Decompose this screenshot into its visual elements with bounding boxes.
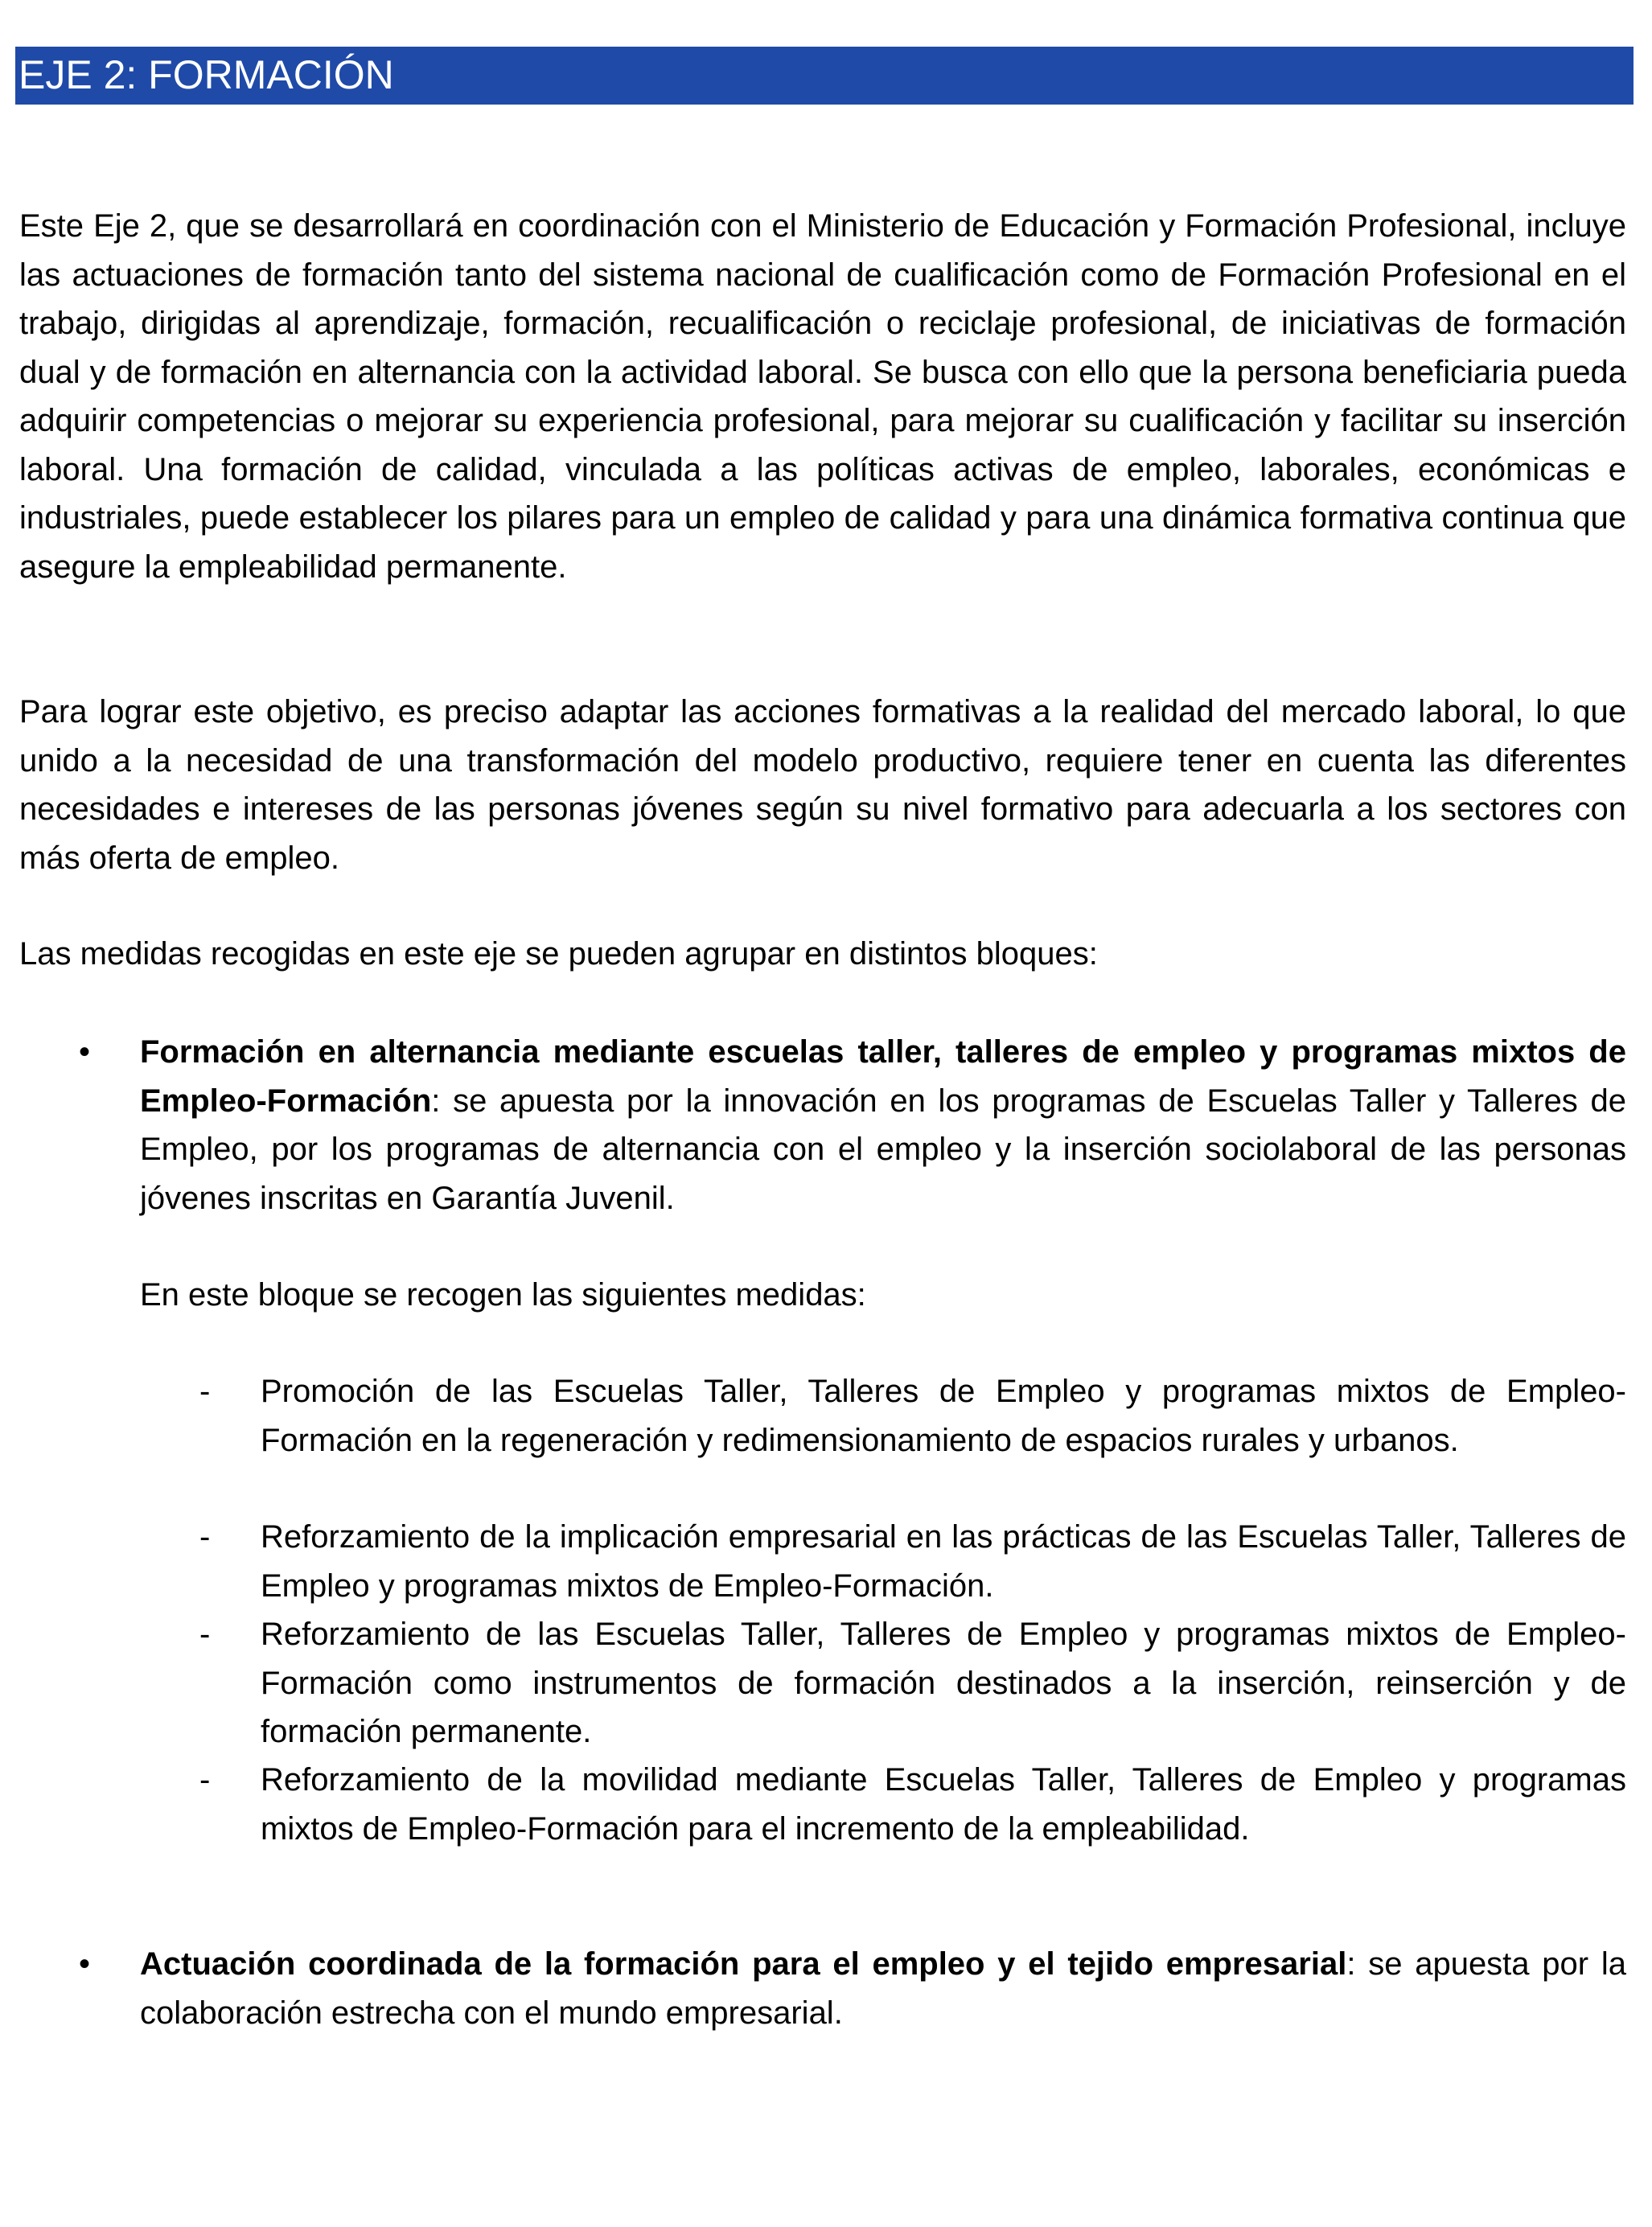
measure-item: Reforzamiento de la movilidad mediante Escuelas Taller, Talleres de Empleo y programas mixtos de Empleo-Formación para el incremento de la empleabilidad.: [261, 1762, 1626, 1847]
bullet-marker: •: [79, 1034, 91, 1070]
block-2-text: [140, 1940, 1626, 2037]
dash-marker: -: [199, 1617, 211, 1652]
block-2-description: : se apuesta por la colaboración estrecha con el mundo empresarial.: [140, 1946, 1626, 2031]
dash-marker: -: [199, 1374, 211, 1409]
block-2-title: Actuación coordinada de la formación para el empleo y el tejido empresarial: [140, 1946, 1347, 1982]
dash-marker: -: [199, 1519, 211, 1555]
block-1-text: [140, 1028, 1626, 1222]
block-1-description: : se apuesta por la innovación en los programas de Escuelas Taller y Talleres de Empleo, por los programas de alternancia con el empleo y la inserción sociolaboral de las personas jóvenes inscritas en Garantía Juvenil.: [140, 1083, 1626, 1216]
dash-marker: -: [199, 1762, 211, 1798]
block-1-title: Formación en alternancia mediante escuelas taller, talleres de empleo y programas mixtos de Empleo-Formación: [140, 1034, 1626, 1119]
measure-item: Promoción de las Escuelas Taller, Talleres de Empleo y programas mixtos de Empleo-Formación en la regeneración y redimensionamiento de espacios rurales y urbanos.: [261, 1374, 1626, 1458]
section-title: EJE 2: FORMACIÓN: [18, 52, 394, 97]
paragraph-intro: Este Eje 2, que se desarrollará en coordinación con el Ministerio de Educación y Formación Profesional, incluye las actuaciones de formación tanto del sistema nacional de cualificación como de Formación Profesional en el trabajo, dirigidas al aprendizaje, formación, recualificación o reciclaje profesional, de iniciativas de formación dual y de formación en alternancia con la actividad laboral. Se busca con ello que la persona beneficiaria pueda adquirir competencias o mejorar su experiencia profesional, para mejorar su cualificación y facilitar su inserción laboral. Una formación de calidad, vinculada a las políticas activas de empleo, laborales, económicas e industriales, puede establecer los pilares para un empleo de calidad y para una dinámica formativa continua que asegure la empleabilidad permanente.: [19, 208, 1626, 585]
block-1-intro: En este bloque se recogen las siguientes medidas:: [140, 1277, 866, 1313]
measure-item: Reforzamiento de la implicación empresarial en las prácticas de las Escuelas Taller, Talleres de Empleo y programas mixtos de Empleo-Formación.: [261, 1519, 1626, 1604]
paragraph-blocks-intro: Las medidas recogidas en este eje se pueden agrupar en distintos bloques:: [19, 936, 1098, 972]
bullet-marker: •: [79, 1946, 91, 1982]
measure-item: Reforzamiento de las Escuelas Taller, Talleres de Empleo y programas mixtos de Empleo-Formación como instrumentos de formación destinados a la inserción, reinserción y de formación permanente.: [261, 1617, 1626, 1749]
paragraph-objective: Para lograr este objetivo, es preciso adaptar las acciones formativas a la realidad del mercado laboral, lo que unido a la necesidad de una transformación del modelo productivo, requiere tener en cuenta las diferentes necesidades e intereses de las personas jóvenes según su nivel formativo para adecuarla a los sectores con más oferta de empleo.: [19, 694, 1626, 876]
section-heading-bar: [15, 47, 1634, 105]
